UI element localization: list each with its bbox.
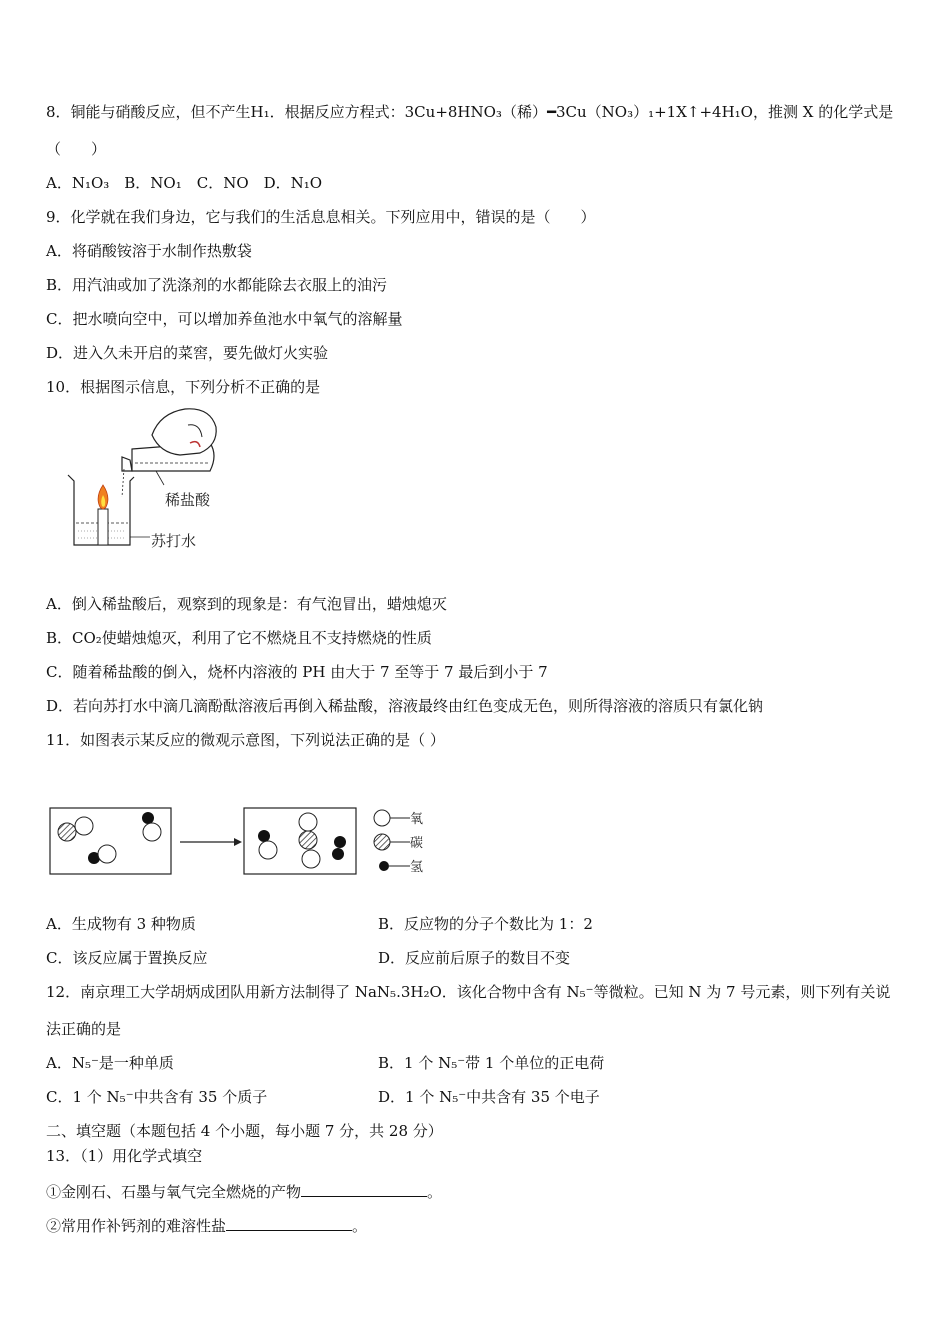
q12-stem-line2: 法正确的是 [46,1020,122,1038]
q10-option-c: C．随着稀盐酸的倒入，烧杯内溶液的 PH 由大于 7 至等于 7 最后到小于 7 [46,663,548,681]
q11-option-d: D．反应前后原子的数目不变 [378,949,571,967]
q9-option-b: B．用汽油或加了洗涤剂的水都能除去衣服上的油污 [46,276,388,294]
q13-item1-answer-blank[interactable] [301,1180,427,1197]
q9-option-c: C．把水喷向空中，可以增加养鱼池水中氧气的溶解量 [46,310,403,328]
q10-stem: 10．根据图示信息，下列分析不正确的是 [46,378,321,396]
q10-option-d: D．若向苏打水中滴几滴酚酞溶液后再倒入稀盐酸，溶液最终由红色变成无色，则所得溶液的溶质只有氯化钠 [46,697,764,715]
q13-item1-period: 。 [427,1183,443,1201]
q11-reaction-diagram [48,800,448,882]
q11-option-a: A．生成物有 3 种物质 [46,915,196,933]
label-dilute-hcl: 稀盐酸 [165,491,211,509]
q13-item2 [46,1214,367,1236]
legend-carbon: 碳 [410,836,424,851]
q13-item2-text: ②常用作补钙剂的难溶性盐 [46,1217,227,1235]
legend-oxygen: 氧 [410,812,424,827]
candle [98,485,108,545]
q11-stem: 11．如图表示某反应的微观示意图，下列说法正确的是（ ） [46,731,445,749]
q8-options: A．N₁O₃ B．NO₁ C．NO D．N₁O [46,174,323,192]
q12-option-a: A．N₅⁻是一种单质 [46,1054,174,1072]
q11-option-b: B．反应物的分子个数比为 1：2 [378,915,593,933]
q13-item1 [46,1180,442,1202]
q9-option-a: A．将硝酸铵溶于水制作热敷袋 [46,242,252,260]
q13-item2-answer-blank[interactable] [226,1214,352,1231]
q8-stem: 8．铜能与硝酸反应，但不产生H₁．根据反应方程式：3Cu+8HNO₃（稀）━3Cu（NO₃）₁+1X↑+4H₁O，推测 X 的化学式是 [46,103,894,121]
q11-option-c: C．该反应属于置换反应 [46,949,208,967]
q9-stem: 9．化学就在我们身边，它与我们的生活息息相关。下列应用中，错误的是（ ） [46,208,596,226]
q12-stem-line1: 12．南京理工大学胡炳成团队用新方法制得了 NaN₅.3H₂O．该化合物中含有 N₅⁻等微粒。已知 N 为 7 号元素，则下列有关说 [46,983,891,1001]
q10-option-b: B．CO₂使蜡烛熄灭，利用了它不燃烧且不支持燃烧的性质 [46,629,432,647]
q13-item1-text: ①金刚石、石墨与氧气完全燃烧的产物 [46,1183,302,1201]
legend [374,810,423,875]
legend-hydrogen: 氢 [410,860,424,875]
q9-option-d: D．进入久未开启的菜窖，要先做灯火实验 [46,344,329,362]
q8-paren: （ ） [46,140,107,158]
q13-stem: 13．（1）用化学式填空 [46,1147,203,1165]
section2-title: 二、填空题（本题包括 4 个小题，每小题 7 分，共 28 分） [46,1122,443,1140]
q10-experiment-figure [60,405,240,555]
acid-bottle [122,409,216,471]
product-molecule-co2 [299,813,320,868]
q13-item2-period: 。 [352,1217,368,1235]
q12-option-d: D．1 个 N₅⁻中共含有 35 个电子 [378,1088,600,1106]
q12-option-b: B．1 个 N₅⁻带 1 个单位的正电荷 [378,1054,605,1072]
q10-option-a: A．倒入稀盐酸后，观察到的现象是：有气泡冒出，蜡烛熄灭 [46,595,447,613]
label-soda-water: 苏打水 [151,532,197,550]
q12-option-c: C．1 个 N₅⁻中共含有 35 个质子 [46,1088,268,1106]
